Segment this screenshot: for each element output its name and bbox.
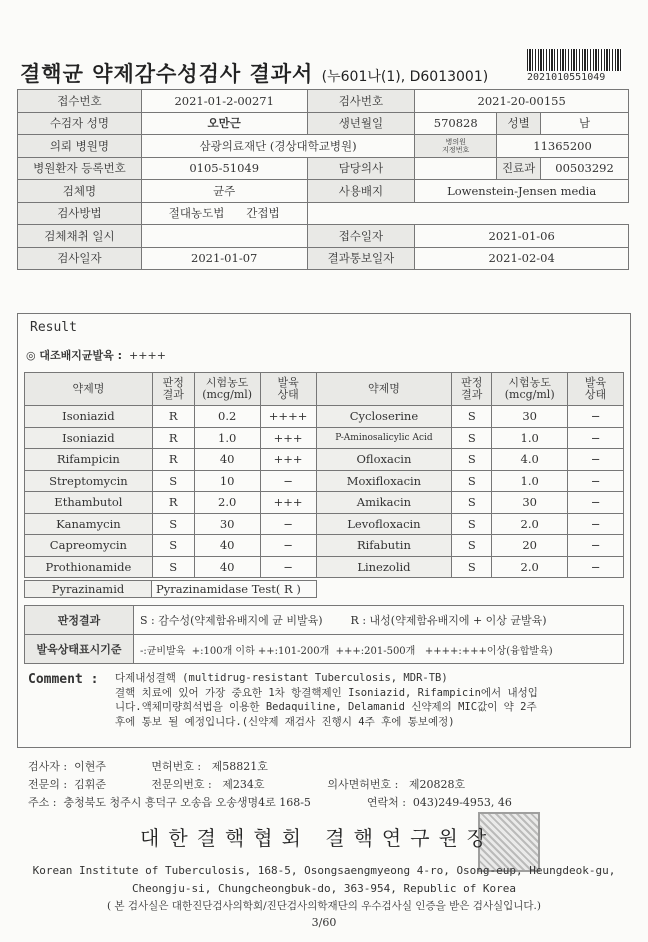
table-row bbox=[25, 406, 624, 428]
drug-drug-cell: Ofloxacin bbox=[316, 449, 452, 471]
drug-conc-cell: 30 bbox=[194, 513, 260, 535]
drug-res-cell: S bbox=[452, 449, 492, 471]
comment-text: 다제내성결핵 (multidrug-resistant Tuberculosis, MDR-TB) 결핵 치료에 있어 가장 중요한 1차 항결핵제인 Isoniazid, Rifampicin에서 내성입 니다.액체미량희석법을 이용한 Bedaquiline, Delamanid 신약제의 MIC값이 약 2주 후에 통보 될 예정입니다.(신약제 재검사 진행시 4주 후에 통보예정) bbox=[115, 672, 538, 728]
drug-res-cell: S bbox=[452, 406, 492, 428]
control-growth: ◎ 대조배지균발육 : ++++ bbox=[26, 349, 166, 362]
drug-conc-cell: 2.0 bbox=[492, 556, 568, 578]
growth-header: 발육 상태 bbox=[260, 373, 316, 406]
dept-label: 진료과 bbox=[497, 157, 541, 180]
organization-name: 대한결핵협회 결핵연구원장 bbox=[140, 826, 496, 850]
drug-conc-cell: 40 bbox=[194, 556, 260, 578]
drug-drug-cell: P-Aminosalicylic Acid bbox=[316, 427, 452, 449]
drug-conc-cell: 4.0 bbox=[492, 449, 568, 471]
drug-res-cell: S bbox=[452, 427, 492, 449]
drug-drug-cell: Streptomycin bbox=[25, 470, 153, 492]
judge-header: 판정 결과 bbox=[452, 373, 492, 406]
drug-result-table bbox=[24, 372, 624, 578]
drug-res-cell: R bbox=[152, 427, 194, 449]
doctor-label: 담당의사 bbox=[307, 157, 415, 180]
drug-drug-cell: Rifabutin bbox=[316, 535, 452, 557]
received-label: 접수일자 bbox=[307, 225, 415, 248]
reg-no: 0105-51049 bbox=[141, 157, 307, 180]
drug-growth-cell: − bbox=[260, 513, 316, 535]
drug-res-cell: S bbox=[152, 535, 194, 557]
certification-note: ( 본 검사실은 대한진단검사의학회/진단검사의학재단의 우수검사실 인증을 받은 검사실입니다.) bbox=[106, 900, 541, 912]
drug-res-cell: S bbox=[152, 470, 194, 492]
examiner-line: 검사자 : 이현주 면허번호 : 제58821호 bbox=[28, 760, 268, 773]
conc-header: 시험농도 (mcg/ml) bbox=[492, 373, 568, 406]
notify-date: 2021-02-04 bbox=[415, 247, 629, 270]
drug-drug-cell: Linezolid bbox=[316, 556, 452, 578]
drug-growth-cell: − bbox=[568, 513, 624, 535]
receipt-no: 2021-01-2-00271 bbox=[141, 90, 307, 113]
drug-conc-cell: 40 bbox=[194, 449, 260, 471]
drug-drug-cell: Kanamycin bbox=[25, 513, 153, 535]
drug-growth-cell: +++ bbox=[260, 449, 316, 471]
result-title: Result bbox=[30, 320, 77, 335]
growth-std-label: 발육상태표시기준 bbox=[25, 635, 134, 664]
drug-drug-cell: Ethambutol bbox=[25, 492, 153, 514]
table-row bbox=[25, 427, 624, 449]
table-row bbox=[25, 513, 624, 535]
growth-std-text: -:균비발육 +:100개 이하 ++:101-200개 +++:201-500개 ++++:+++이상(융합발육) bbox=[134, 635, 624, 664]
specialist-line: 전문의 : 김휘준 전문의번호 : 제234호 의사면허번호 : 제20828호 bbox=[28, 778, 466, 791]
collect-label: 검체채취 일시 bbox=[18, 225, 142, 248]
reg-no-label: 병원환자 등록번호 bbox=[18, 157, 142, 180]
patient-label: 수검자 성명 bbox=[18, 112, 142, 135]
test-no: 2021-20-00155 bbox=[415, 90, 629, 113]
drug-res-cell: S bbox=[452, 492, 492, 514]
judge-text: S : 감수성(약제함유배지에 균 비발육) R : 내성(약제함유배지에 + 이상 균발육) bbox=[134, 606, 624, 635]
drug-res-cell: S bbox=[152, 556, 194, 578]
designated-label: 병의원 지정번호 bbox=[415, 135, 497, 158]
drug-drug-cell: Capreomycin bbox=[25, 535, 153, 557]
drug-header: 약제명 bbox=[25, 373, 153, 406]
drug-growth-cell: +++ bbox=[260, 492, 316, 514]
drug-conc-cell: 10 bbox=[194, 470, 260, 492]
patient-info-table bbox=[17, 89, 629, 270]
drug-conc-cell: 1.0 bbox=[492, 427, 568, 449]
table-row bbox=[25, 492, 624, 514]
table-row bbox=[25, 535, 624, 557]
specimen-label: 검체명 bbox=[18, 180, 142, 203]
drug-conc-cell: 30 bbox=[492, 492, 568, 514]
drug-drug-cell: Moxifloxacin bbox=[316, 470, 452, 492]
drug-header: 약제명 bbox=[316, 373, 452, 406]
drug-res-cell: R bbox=[152, 406, 194, 428]
hospital-label: 의뢰 병원명 bbox=[18, 135, 142, 158]
drug-growth-cell: − bbox=[260, 535, 316, 557]
drug-conc-cell: 20 bbox=[492, 535, 568, 557]
drug-growth-cell: − bbox=[568, 449, 624, 471]
test-no-label: 검사번호 bbox=[307, 90, 415, 113]
sex-label: 성별 bbox=[497, 112, 541, 135]
barcode-number: 2021010551049 bbox=[527, 72, 606, 83]
drug-growth-cell: − bbox=[568, 406, 624, 428]
drug-growth-cell: − bbox=[260, 470, 316, 492]
medium: Lowenstein-Jensen media bbox=[415, 180, 629, 203]
dob: 570828 bbox=[415, 112, 497, 135]
dept: 00503292 bbox=[541, 157, 629, 180]
table-row bbox=[25, 470, 624, 492]
judge-label: 판정결과 bbox=[25, 606, 134, 635]
collect bbox=[141, 225, 307, 248]
page-number: 3/60 bbox=[311, 916, 337, 929]
drug-conc-cell: 2.0 bbox=[194, 492, 260, 514]
drug-growth-cell: − bbox=[568, 427, 624, 449]
drug-growth-cell: +++ bbox=[260, 427, 316, 449]
drug-res-cell: S bbox=[452, 556, 492, 578]
conc-header: 시험농도 (mcg/ml) bbox=[194, 373, 260, 406]
doctor bbox=[415, 157, 497, 180]
drug-growth-cell: − bbox=[260, 556, 316, 578]
drug-drug-cell: Isoniazid bbox=[25, 406, 153, 428]
drug-drug-cell: Rifampicin bbox=[25, 449, 153, 471]
control-growth-value: ++++ bbox=[129, 349, 166, 362]
method: 절대농도법 간접법 bbox=[141, 202, 307, 225]
drug-growth-cell: ++++ bbox=[260, 406, 316, 428]
pyrazinamid-table bbox=[24, 580, 317, 598]
sex: 남 bbox=[541, 112, 629, 135]
drug-res-cell: S bbox=[452, 535, 492, 557]
organization-address-en-1: Korean Institute of Tuberculosis, 168-5, Osongsaengmyeong 4-ro, Osong-eup, Heungdeok-gu, bbox=[32, 864, 616, 877]
drug-conc-cell: 0.2 bbox=[194, 406, 260, 428]
barcode-icon bbox=[527, 49, 623, 71]
drug-res-cell: R bbox=[152, 492, 194, 514]
test-date-label: 검사일자 bbox=[18, 247, 142, 270]
pza-label: Pyrazinamid bbox=[25, 581, 152, 598]
table-row bbox=[25, 556, 624, 578]
drug-growth-cell: − bbox=[568, 535, 624, 557]
drug-drug-cell: Amikacin bbox=[316, 492, 452, 514]
drug-drug-cell: Levofloxacin bbox=[316, 513, 452, 535]
drug-res-cell: R bbox=[152, 449, 194, 471]
drug-drug-cell: Cycloserine bbox=[316, 406, 452, 428]
drug-growth-cell: − bbox=[568, 492, 624, 514]
medium-label: 사용배지 bbox=[307, 180, 415, 203]
receipt-no-label: 접수번호 bbox=[18, 90, 142, 113]
drug-conc-cell: 40 bbox=[194, 535, 260, 557]
organization-address-en-2: Cheongju-si, Chungcheongbuk-do, 363-954, Republic of Korea bbox=[131, 882, 517, 895]
judgement-table bbox=[24, 605, 624, 664]
hospital: 삼광의료재단 (경상대학교병원) bbox=[141, 135, 414, 158]
method-label: 검사방법 bbox=[18, 202, 142, 225]
form-code: (누601나(1), D6013001) bbox=[321, 69, 489, 85]
drug-res-cell: S bbox=[452, 513, 492, 535]
specimen: 균주 bbox=[141, 180, 307, 203]
dob-label: 생년월일 bbox=[307, 112, 415, 135]
comment-label: Comment : bbox=[28, 672, 99, 687]
received: 2021-01-06 bbox=[415, 225, 629, 248]
drug-growth-cell: − bbox=[568, 556, 624, 578]
drug-conc-cell: 2.0 bbox=[492, 513, 568, 535]
drug-drug-cell: Isoniazid bbox=[25, 427, 153, 449]
drug-conc-cell: 1.0 bbox=[492, 470, 568, 492]
drug-res-cell: S bbox=[152, 513, 194, 535]
notify-label: 결과통보일자 bbox=[307, 247, 415, 270]
document-title: 결핵균 약제감수성검사 결과서 (누601나(1), D6013001) bbox=[20, 62, 489, 86]
drug-conc-cell: 1.0 bbox=[194, 427, 260, 449]
patient-name: 오만근 bbox=[141, 112, 307, 135]
address-line: 주소 : 충청북도 청주시 흥덕구 오송읍 오송생명4로 168-5 연락처 : 043)249-4953, 46 bbox=[28, 796, 512, 809]
test-date: 2021-01-07 bbox=[141, 247, 307, 270]
pza-value: Pyrazinamidase Test( R ) bbox=[152, 581, 317, 598]
drug-res-cell: S bbox=[452, 470, 492, 492]
growth-header: 발육 상태 bbox=[568, 373, 624, 406]
drug-drug-cell: Prothionamide bbox=[25, 556, 153, 578]
table-row bbox=[25, 449, 624, 471]
designated-no: 11365200 bbox=[497, 135, 629, 158]
drug-conc-cell: 30 bbox=[492, 406, 568, 428]
drug-growth-cell: − bbox=[568, 470, 624, 492]
judge-header: 판정 결과 bbox=[152, 373, 194, 406]
